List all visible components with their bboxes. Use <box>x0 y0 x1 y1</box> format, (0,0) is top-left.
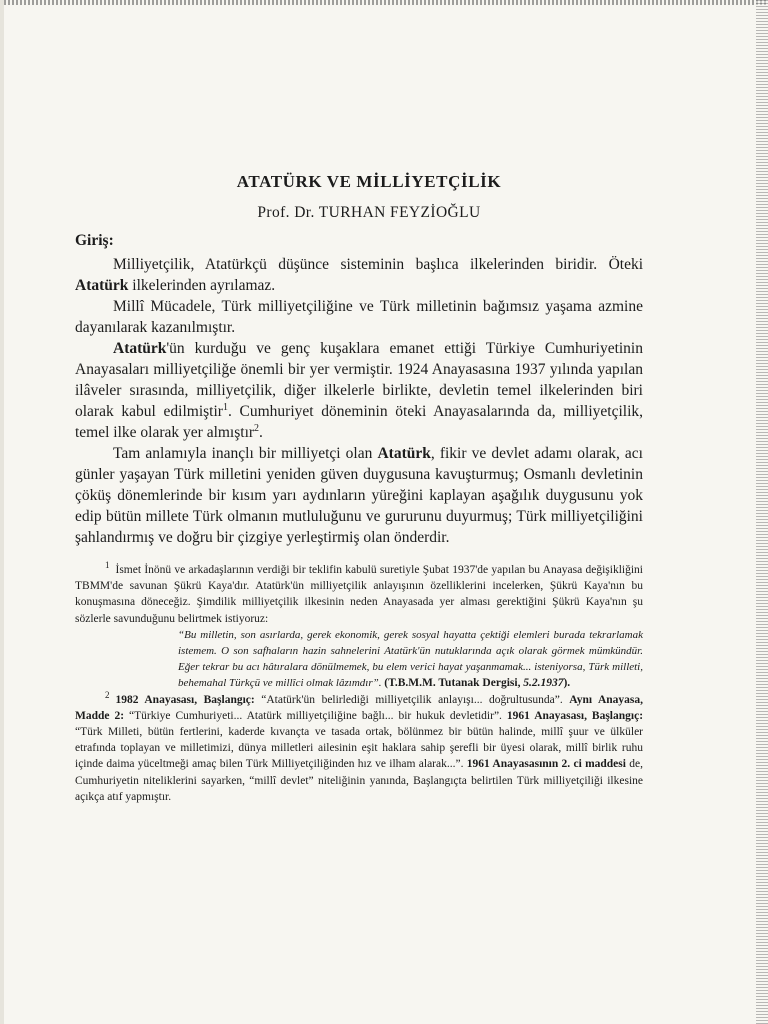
footnote-2-a: “Atatürk'ün belirlediği milliyetçilik anlayışı... doğrultusunda”. <box>261 693 563 706</box>
article-title: ATATÜRK VE MİLLİYETÇİLİK <box>236 172 502 191</box>
footnote-2-c-bold: 1961 Anayasası, Başlangıç: <box>506 709 644 722</box>
footnote-1 <box>75 562 643 627</box>
paragraph-1-end: ilkelerinden ayrılamaz. <box>132 277 276 294</box>
paragraph-2 <box>75 296 643 338</box>
paragraph-3-bold: Atatürk <box>113 340 167 357</box>
document-page <box>75 172 643 805</box>
footnote-ref-2: 2 <box>254 422 260 434</box>
paragraph-4-bold: Atatürk <box>377 445 431 462</box>
paragraph-1-bold: Atatürk <box>75 277 129 294</box>
footnote-2-d: de, Cumhuriyetin niteliklerini sayarken, “millî devlet” niteliğinin yanında, Başlangıçta belirtilen Türk milliyetçiliği ilkesine açıkça atıf yapmıştır. <box>75 758 643 803</box>
scan-edge-left <box>0 0 4 1024</box>
footnote-1-source: (T.B.M.M. Tutanak Dergisi, <box>384 677 521 690</box>
paragraph-3-text: 'ün kurduğu ve genç kuşaklara emanet ettiği Türkiye Cumhuriyetinin Anayasaları milliyetçiliğe önemli bir yer vermiştir. 1924 Anayasasına 1937 yılında yapılan ilâveler sırasında, milliyetçilik, diğer ilkelerle birlikte, devletin temel ilkelerinden biri olarak kabul edilmiştir <box>75 340 643 420</box>
footnote-2-b: “Türkiye Cumhuriyeti... Atatürk milliyetçiliğine bağlı... bir hukuk devletidir”. <box>129 709 502 722</box>
footnotes <box>75 562 643 805</box>
footnote-1-quote <box>178 627 643 692</box>
footnote-1-mark: 1 <box>105 560 110 571</box>
footnote-2-c: “Türk Milleti, bütün fertlerini, kaderde kıvançta ve tasada ortak, bölünmez bir bütün halinde, millî şuur ve ülküler etrafında toplayan ve milletimizi, dünya milletleri ailesinin eşit haklara sahip şerefli bir üyesi olarak, millî birlik ruhu içinde daima yüceltmeği amaç bilen Türk Milliyetçiliğinden hız ve ilham alarak...”. <box>75 726 643 771</box>
footnote-2 <box>75 689 644 805</box>
footnote-2-d-bold: 1961 Anayasasının 2. ci maddesi <box>466 758 626 771</box>
article-author: Prof. Dr. TURHAN FEYZİOĞLU <box>257 204 481 221</box>
scan-edge-top <box>0 0 768 5</box>
footnote-1-source-date: 5.2.1937 <box>523 677 564 690</box>
paragraph-1 <box>75 254 643 296</box>
paragraph-2-text: Millî Mücadele, Türk milliyetçiliğine ve Türk milletinin bağımsız yaşama azmine dayanılarak kazanılmıştır. <box>75 298 643 336</box>
section-heading: Giriş: <box>75 232 114 249</box>
paragraph-3 <box>75 338 643 443</box>
scan-edge-right <box>756 0 768 1024</box>
footnote-1-source-end: ). <box>563 677 571 690</box>
paragraph-3-mid: . Cumhuriyet döneminin öteki Anayasalarında da, milliyetçilik, temel ilke olarak yer almıştır <box>75 403 644 441</box>
paragraph-3-end: . <box>259 424 263 441</box>
footnote-ref-1: 1 <box>222 401 228 413</box>
footnote-2-a-bold: 1982 Anayasası, Başlangıç: <box>115 693 255 706</box>
footnote-1-text: İsmet İnönü ve arkadaşlarının verdiği bir teklifin kabulü suretiyle Şubat 1937'de yapılan bu Anayasa değişikliğini TBMM'de savunan Şükrü Kaya'dır. Atatürk'ün milliyetçilik anlayışının özelliklerini incelerken, Şükrü Kaya'nın bu konuşmasına döneceğiz. Şimdilik milliyetçilik ilkesinin neden Anayasada yer alması gerektiğini Şükrü Kaya'nın şu sözlerle savunduğunu belirtmek istiyoruz: <box>75 564 643 625</box>
paragraph-4-text: , fikir ve devlet adamı olarak, acı günler yaşayan Türk milletini yeniden güven duygusuna kavuşturmuş; Osmanlı devletinin çöküş dönemlerinde bir kısım yarı aydınların yüreğini kaplayan aşağılık duygusunu yok edip bütün millete Türk olmanın mutluluğunu ve gururunu duyurmuş; Türk milliyetçiliğini şahlandırmış ve doğru bir çizgiye yerleştirmiş olan önderdir. <box>75 445 643 546</box>
paragraph-1-text: Milliyetçilik, Atatürkçü düşünce sisteminin başlıca ilkelerinden biridir. Öteki <box>113 256 643 273</box>
footnote-1-quote-text: “Bu milletin, son asırlarda, gerek ekonomik, gerek sosyal hayatta çektiği elemleri burada tekrarlamak istemem. O son safhaların hazin sahnelerini Atatürk'ün nutuklarında açık olarak görmek mümkündür. Eğer tekrar bu acı hâtıralara dönülmemek, bu elem verici hayat yaşanmamak... isteniyorsa, Türk milleti, behemahal Türkçü ve millîci olmak lâzımdır”. <box>178 628 643 690</box>
paragraph-4-start: Tam anlamıyla inançlı bir milliyetçi olan <box>113 445 373 462</box>
footnote-2-mark: 2 <box>105 689 110 700</box>
footnote-2-b-bold: Aynı Anayasa, Madde 2: <box>75 693 644 722</box>
paragraph-4 <box>75 443 643 548</box>
